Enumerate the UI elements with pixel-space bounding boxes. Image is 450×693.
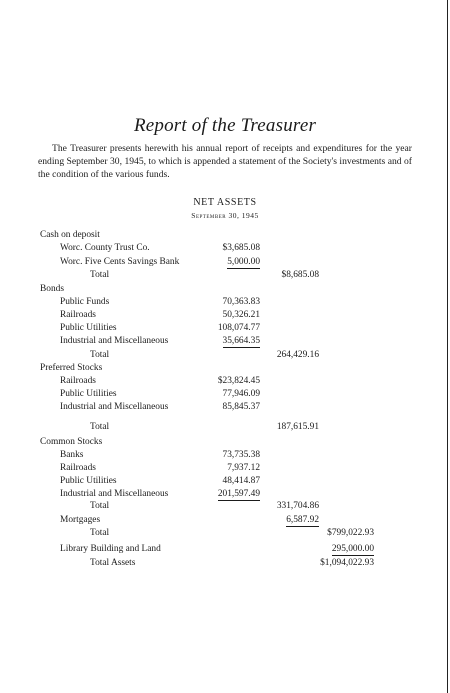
table-row bbox=[0, 514, 450, 526]
row-label: Industrial and Miscellaneous bbox=[60, 402, 169, 412]
intro-text: The Treasurer presents herewith his annual report of receipts and expenditures for the year ending September 30, 1945, to which is appended a statement of the Society's investments and of the condition of the various funds. bbox=[38, 143, 412, 180]
row-label: Total bbox=[90, 350, 110, 360]
table-row bbox=[0, 242, 450, 254]
section-heading: NET ASSETS bbox=[193, 197, 257, 208]
table-row bbox=[0, 421, 450, 433]
table-row bbox=[0, 388, 450, 400]
table-row bbox=[0, 362, 450, 374]
table-row bbox=[0, 309, 450, 321]
amount-c1: 48,414.87 bbox=[222, 476, 260, 486]
table-row bbox=[0, 401, 450, 413]
table-row bbox=[0, 462, 450, 474]
row-label: Worc. County Trust Co. bbox=[60, 243, 150, 253]
row-label: Banks bbox=[60, 450, 84, 460]
amount-c2: 187,615.91 bbox=[276, 422, 319, 432]
row-label: Cash on deposit bbox=[40, 230, 100, 240]
amount-c1: $23,824.45 bbox=[217, 376, 260, 386]
table-row bbox=[0, 296, 450, 308]
amount-c3: 295,000.00 bbox=[331, 544, 374, 554]
row-label: Total Assets bbox=[90, 558, 136, 568]
row-label: Mortgages bbox=[60, 515, 101, 525]
amount-c2: 6,587.92 bbox=[286, 515, 319, 525]
amount-c1: 201,597.49 bbox=[217, 489, 260, 499]
table-row bbox=[0, 475, 450, 487]
row-label: Railroads bbox=[60, 463, 96, 473]
amount-c3: $1,094,022.93 bbox=[320, 558, 374, 568]
intro-paragraph bbox=[38, 142, 412, 181]
amount-c1: 7,937.12 bbox=[227, 463, 260, 473]
amount-c2: $8,685.08 bbox=[281, 270, 319, 280]
table-row bbox=[0, 256, 450, 268]
row-label: Railroads bbox=[60, 310, 96, 320]
amount-c3: $799,022.93 bbox=[327, 528, 374, 538]
amount-c1: 5,000.00 bbox=[227, 257, 260, 267]
row-label: Public Utilities bbox=[60, 389, 117, 399]
row-label: Total bbox=[90, 501, 110, 511]
table-row bbox=[0, 269, 450, 281]
amount-c2: 264,429.16 bbox=[276, 350, 319, 360]
row-label: Total bbox=[90, 422, 110, 432]
table-row bbox=[0, 335, 450, 347]
page-edge-line bbox=[447, 0, 448, 693]
row-label: Public Funds bbox=[60, 297, 110, 307]
row-label: Industrial and Miscellaneous bbox=[60, 489, 169, 499]
section-date: September 30, 1945 bbox=[191, 211, 259, 220]
table-row bbox=[0, 349, 450, 361]
amount-c1: 85,845.37 bbox=[222, 402, 260, 412]
table-row bbox=[0, 543, 450, 555]
amount-c1: 35,664.35 bbox=[222, 336, 260, 346]
page-title: Report of the Treasurer bbox=[133, 115, 317, 136]
table-row bbox=[0, 436, 450, 448]
row-label: Library Building and Land bbox=[60, 544, 161, 554]
row-label: Total bbox=[90, 528, 110, 538]
row-label: Total bbox=[90, 270, 110, 280]
amount-c1: 73,735.38 bbox=[222, 450, 260, 460]
row-label: Industrial and Miscellaneous bbox=[60, 336, 169, 346]
row-label: Preferred Stocks bbox=[40, 363, 103, 373]
table-row bbox=[0, 500, 450, 512]
table-row bbox=[0, 527, 450, 539]
amount-c1: $3,685.08 bbox=[222, 243, 260, 253]
table-row bbox=[0, 322, 450, 334]
table-row bbox=[0, 229, 450, 241]
row-label: Public Utilities bbox=[60, 476, 117, 486]
amount-c1: 70,363.83 bbox=[222, 297, 260, 307]
amount-c1: 108,074.77 bbox=[217, 323, 260, 333]
amount-c1: 50,326.21 bbox=[222, 310, 260, 320]
table-row bbox=[0, 449, 450, 461]
table-row bbox=[0, 488, 450, 500]
row-label: Railroads bbox=[60, 376, 96, 386]
amount-c1: 77,946.09 bbox=[222, 389, 260, 399]
row-label: Common Stocks bbox=[40, 437, 103, 447]
row-label: Public Utilities bbox=[60, 323, 117, 333]
row-label: Worc. Five Cents Savings Bank bbox=[60, 257, 180, 267]
row-label: Bonds bbox=[40, 284, 64, 294]
table-row bbox=[0, 557, 450, 569]
amount-c2: 331,704.86 bbox=[276, 501, 319, 511]
table-row bbox=[0, 283, 450, 295]
table-row bbox=[0, 375, 450, 387]
